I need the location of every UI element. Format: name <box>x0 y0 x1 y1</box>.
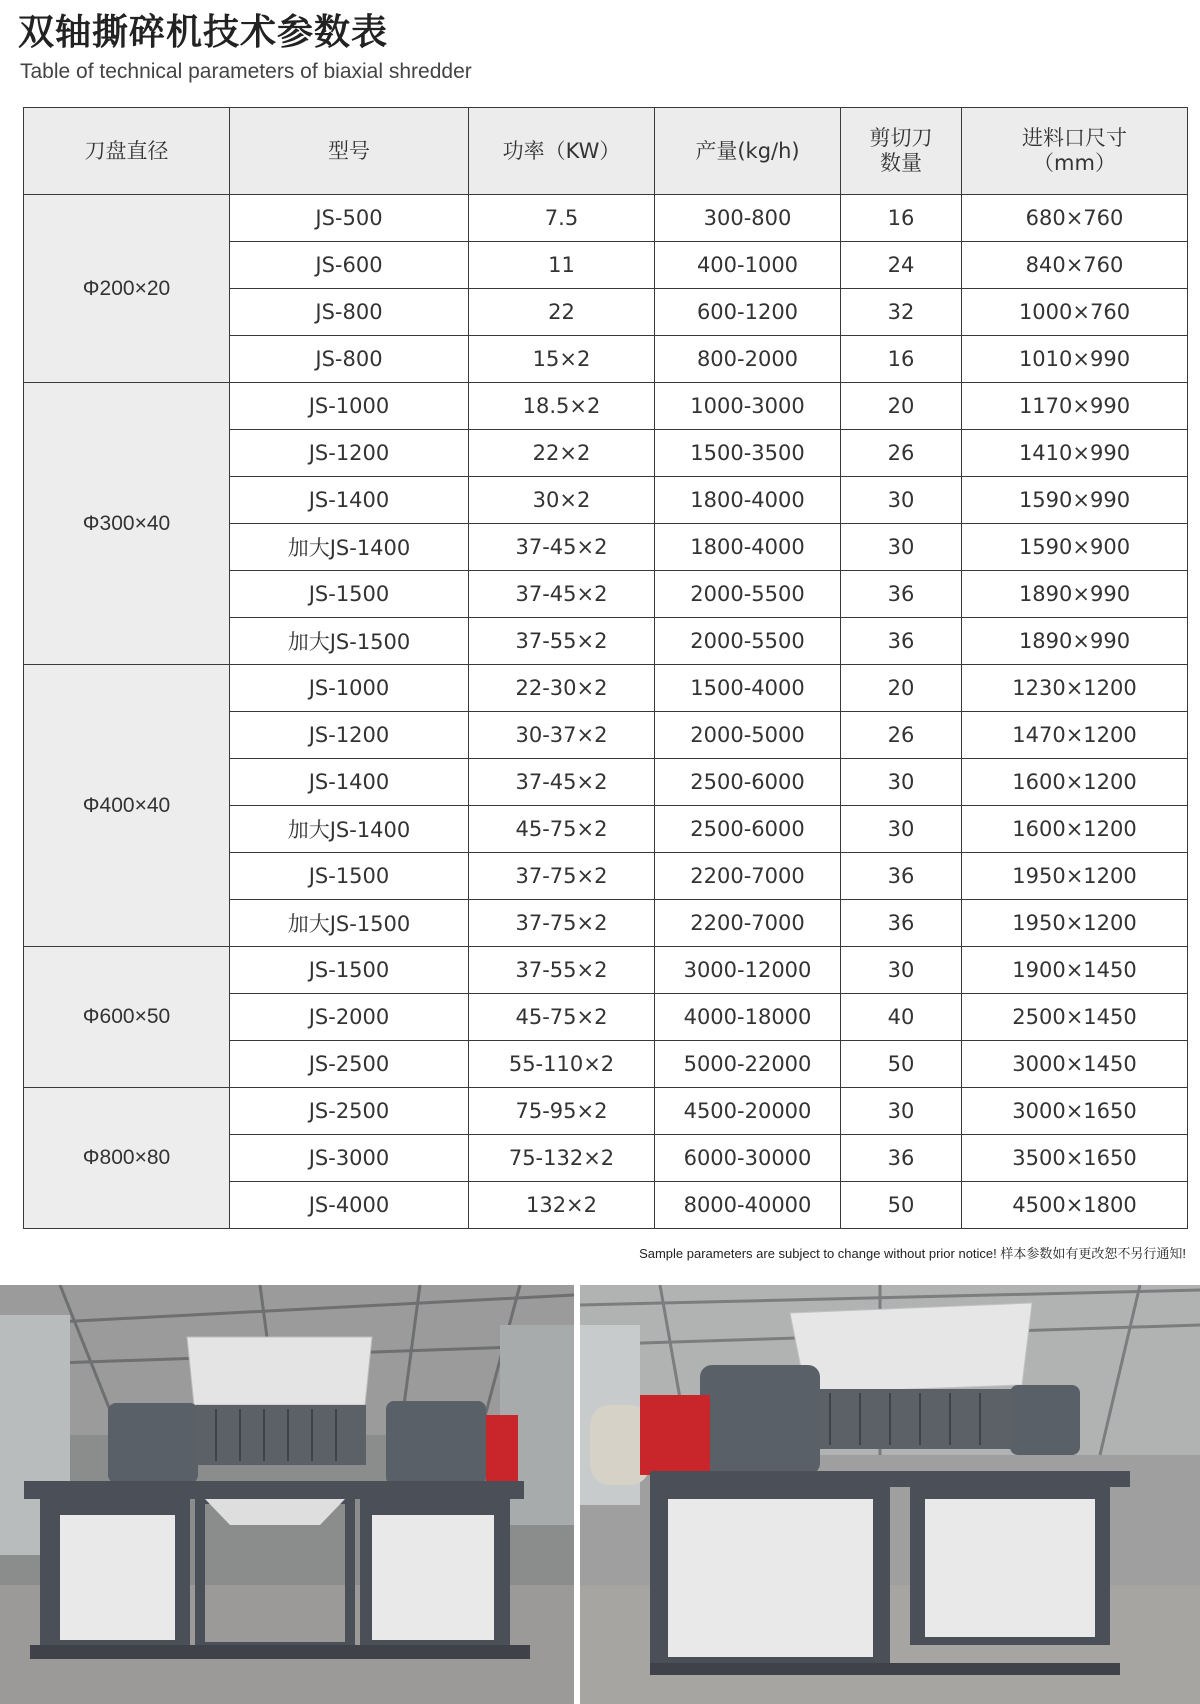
cell-diameter: Φ400×40 <box>24 665 230 947</box>
cell-blade-count: 36 <box>841 900 962 947</box>
spec-table-body <box>24 195 1188 1229</box>
cell-output: 3000-12000 <box>655 947 841 994</box>
cell-model: JS-800 <box>230 289 469 336</box>
cell-diameter: Φ200×20 <box>24 195 230 383</box>
cell-blade-count: 16 <box>841 336 962 383</box>
cell-output: 300-800 <box>655 195 841 242</box>
cell-inlet-size: 1600×1200 <box>962 759 1188 806</box>
cell-power: 132×2 <box>469 1182 655 1229</box>
table-row <box>24 383 1188 430</box>
cell-power: 22×2 <box>469 430 655 477</box>
cell-blade-count: 24 <box>841 242 962 289</box>
cell-output: 1000-3000 <box>655 383 841 430</box>
cell-blade-count: 26 <box>841 712 962 759</box>
cell-output: 2500-6000 <box>655 806 841 853</box>
page-subtitle: Table of technical parameters of biaxial shredder <box>20 60 472 83</box>
cell-inlet-size: 1170×990 <box>962 383 1188 430</box>
cell-blade-count: 20 <box>841 665 962 712</box>
cell-blade-count: 40 <box>841 994 962 1041</box>
cell-model: JS-800 <box>230 336 469 383</box>
cell-output: 6000-30000 <box>655 1135 841 1182</box>
table-row <box>24 195 1188 242</box>
cell-output: 1800-4000 <box>655 477 841 524</box>
cell-output: 800-2000 <box>655 336 841 383</box>
table-header-row <box>24 108 1188 195</box>
col-header-blade-count: 剪切刀 数量 <box>841 108 962 195</box>
cell-model: JS-1500 <box>230 571 469 618</box>
col-header-model: 型号 <box>230 108 469 195</box>
cell-output: 2000-5500 <box>655 618 841 665</box>
cell-model: JS-1200 <box>230 430 469 477</box>
cell-model: JS-500 <box>230 195 469 242</box>
cell-blade-count: 26 <box>841 430 962 477</box>
cell-model: JS-1400 <box>230 477 469 524</box>
cell-inlet-size: 3000×1450 <box>962 1041 1188 1088</box>
cell-power: 11 <box>469 242 655 289</box>
cell-output: 4000-18000 <box>655 994 841 1041</box>
cell-power: 75-95×2 <box>469 1088 655 1135</box>
cell-blade-count: 30 <box>841 477 962 524</box>
cell-power: 18.5×2 <box>469 383 655 430</box>
cell-inlet-size: 3500×1650 <box>962 1135 1188 1182</box>
col-header-inlet-size: 进料口尺寸 （mm） <box>962 108 1188 195</box>
cell-model: JS-1500 <box>230 947 469 994</box>
cell-inlet-size: 1000×760 <box>962 289 1188 336</box>
cell-output: 2500-6000 <box>655 759 841 806</box>
page-title: 双轴撕碎机技术参数表 <box>18 12 389 53</box>
cell-blade-count: 30 <box>841 1088 962 1135</box>
cell-blade-count: 36 <box>841 853 962 900</box>
cell-inlet-size: 1470×1200 <box>962 712 1188 759</box>
cell-power: 22 <box>469 289 655 336</box>
cell-power: 30-37×2 <box>469 712 655 759</box>
cell-inlet-size: 2500×1450 <box>962 994 1188 1041</box>
cell-output: 8000-40000 <box>655 1182 841 1229</box>
cell-model: JS-2500 <box>230 1088 469 1135</box>
cell-inlet-size: 1950×1200 <box>962 900 1188 947</box>
cell-model: JS-1400 <box>230 759 469 806</box>
cell-inlet-size: 1900×1450 <box>962 947 1188 994</box>
cell-model: 加大JS-1500 <box>230 900 469 947</box>
cell-blade-count: 30 <box>841 947 962 994</box>
cell-power: 37-55×2 <box>469 947 655 994</box>
cell-model: 加大JS-1400 <box>230 806 469 853</box>
cell-power: 30×2 <box>469 477 655 524</box>
cell-power: 7.5 <box>469 195 655 242</box>
cell-output: 4500-20000 <box>655 1088 841 1135</box>
cell-output: 400-1000 <box>655 242 841 289</box>
cell-blade-count: 36 <box>841 571 962 618</box>
cell-inlet-size: 1410×990 <box>962 430 1188 477</box>
cell-inlet-size: 1890×990 <box>962 618 1188 665</box>
cell-inlet-size: 3000×1650 <box>962 1088 1188 1135</box>
cell-blade-count: 30 <box>841 806 962 853</box>
cell-blade-count: 50 <box>841 1182 962 1229</box>
cell-output: 2000-5500 <box>655 571 841 618</box>
cell-power: 55-110×2 <box>469 1041 655 1088</box>
cell-diameter: Φ800×80 <box>24 1088 230 1229</box>
disclaimer-note: Sample parameters are subject to change without prior notice! 样本参数如有更改恕不另行通知! <box>639 1246 1186 1261</box>
cell-output: 1500-3500 <box>655 430 841 477</box>
cell-blade-count: 30 <box>841 759 962 806</box>
cell-power: 45-75×2 <box>469 994 655 1041</box>
cell-inlet-size: 1590×990 <box>962 477 1188 524</box>
cell-inlet-size: 1950×1200 <box>962 853 1188 900</box>
cell-model: JS-2000 <box>230 994 469 1041</box>
cell-inlet-size: 680×760 <box>962 195 1188 242</box>
cell-power: 37-75×2 <box>469 900 655 947</box>
col-header-power: 功率（KW） <box>469 108 655 195</box>
cell-inlet-size: 1590×900 <box>962 524 1188 571</box>
cell-output: 2200-7000 <box>655 900 841 947</box>
shredder-photo-front <box>0 1285 574 1704</box>
cell-output: 2000-5000 <box>655 712 841 759</box>
cell-power: 22-30×2 <box>469 665 655 712</box>
col-header-diameter: 刀盘直径 <box>24 108 230 195</box>
cell-model: 加大JS-1500 <box>230 618 469 665</box>
cell-power: 37-75×2 <box>469 853 655 900</box>
cell-model: JS-1200 <box>230 712 469 759</box>
cell-blade-count: 36 <box>841 1135 962 1182</box>
cell-inlet-size: 1230×1200 <box>962 665 1188 712</box>
cell-model: JS-1000 <box>230 383 469 430</box>
col-header-output: 产量(kg/h) <box>655 108 841 195</box>
cell-model: JS-1500 <box>230 853 469 900</box>
cell-power: 37-45×2 <box>469 524 655 571</box>
cell-inlet-size: 1600×1200 <box>962 806 1188 853</box>
cell-blade-count: 50 <box>841 1041 962 1088</box>
cell-blade-count: 32 <box>841 289 962 336</box>
cell-output: 2200-7000 <box>655 853 841 900</box>
cell-model: JS-2500 <box>230 1041 469 1088</box>
cell-power: 37-45×2 <box>469 759 655 806</box>
cell-model: JS-600 <box>230 242 469 289</box>
cell-power: 37-55×2 <box>469 618 655 665</box>
table-row <box>24 947 1188 994</box>
cell-power: 75-132×2 <box>469 1135 655 1182</box>
cell-diameter: Φ300×40 <box>24 383 230 665</box>
cell-inlet-size: 1010×990 <box>962 336 1188 383</box>
cell-inlet-size: 4500×1800 <box>962 1182 1188 1229</box>
cell-diameter: Φ600×50 <box>24 947 230 1088</box>
cell-inlet-size: 840×760 <box>962 242 1188 289</box>
cell-output: 600-1200 <box>655 289 841 336</box>
table-row <box>24 1088 1188 1135</box>
table-row <box>24 665 1188 712</box>
cell-inlet-size: 1890×990 <box>962 571 1188 618</box>
cell-model: 加大JS-1400 <box>230 524 469 571</box>
cell-blade-count: 20 <box>841 383 962 430</box>
cell-blade-count: 30 <box>841 524 962 571</box>
cell-output: 5000-22000 <box>655 1041 841 1088</box>
cell-power: 45-75×2 <box>469 806 655 853</box>
shredder-photo-side <box>580 1285 1200 1704</box>
cell-blade-count: 36 <box>841 618 962 665</box>
cell-power: 15×2 <box>469 336 655 383</box>
spec-table <box>23 107 1188 1229</box>
cell-output: 1800-4000 <box>655 524 841 571</box>
cell-power: 37-45×2 <box>469 571 655 618</box>
cell-model: JS-1000 <box>230 665 469 712</box>
cell-model: JS-3000 <box>230 1135 469 1182</box>
cell-output: 1500-4000 <box>655 665 841 712</box>
cell-blade-count: 16 <box>841 195 962 242</box>
cell-model: JS-4000 <box>230 1182 469 1229</box>
